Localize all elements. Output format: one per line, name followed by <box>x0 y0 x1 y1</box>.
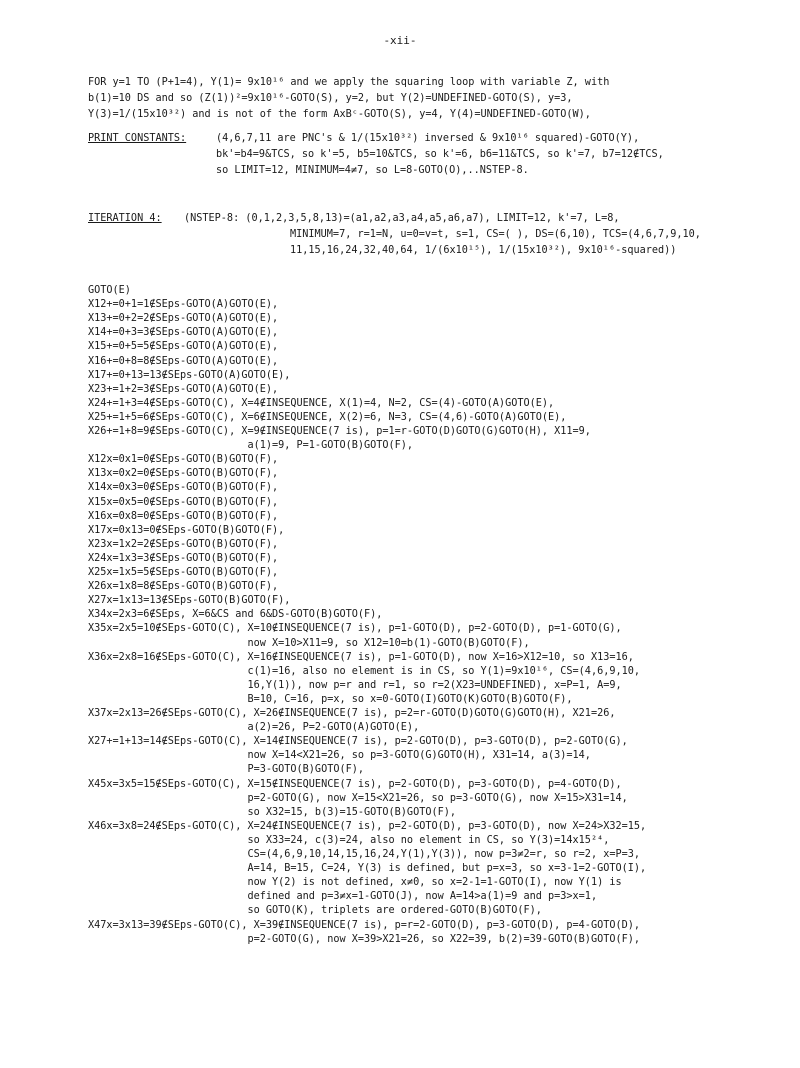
iteration-line-1: (NSTEP-8: (0,1,2,3,5,8,13)=(a1,a2,a3,a4,a5,a6,a7), LIMIT=12, k'=7, L=8, <box>184 213 620 224</box>
body-line: GOTO(E) <box>88 285 131 296</box>
body-line: a(2)=26, P=2-GOTO(A)GOTO(E), <box>88 722 420 733</box>
page-number: -xii- <box>383 34 417 47</box>
body-line: X12x=0x1=0∉SEps-GOTO(B)GOTO(F), <box>88 454 279 465</box>
body-line: X23x=1x2=2∉SEps-GOTO(B)GOTO(F), <box>88 539 279 550</box>
body-line: p=2-GOTO(G), now X=39>X21=26, so X22=39, b(2)=39-GOTO(B)GOTO(F), <box>88 934 641 945</box>
body-line: p=2-GOTO(G), now X=15<X21=26, so p=3-GOTO(G), now X=15>X31=14, <box>88 793 628 804</box>
body-line: X12+=0+1=1∉SEps-GOTO(A)GOTO(E), <box>88 299 279 310</box>
body-line: now Y(2) is not defined, x≠0, so x=2-1=1-GOTO(I), now Y(1) is <box>88 877 622 888</box>
body-line: X17x=0x13=0∉SEps-GOTO(B)GOTO(F), <box>88 525 285 536</box>
body-line: A=14, B=15, C=24, Y(3) is defined, but p=x=3, so x=3-1=2-GOTO(I), <box>88 863 647 874</box>
body-line: X15x=0x5=0∉SEps-GOTO(B)GOTO(F), <box>88 497 279 508</box>
body-line: X26x=1x8=8∉SEps-GOTO(B)GOTO(F), <box>88 581 279 592</box>
body-line: X46x=3x8=24∉SEps-GOTO(C), X=24∉INSEQUENCE(7 is), p=2-GOTO(D), p=3-GOTO(D), now X=24>X32=15, <box>88 821 647 832</box>
iteration-line-3: 11,15,16,24,32,40,64, 1/(6x10¹⁵), 1/(15x10³²), 9x10¹⁶-squared)) <box>290 245 677 256</box>
body-line: X36x=2x8=16∉SEps-GOTO(C), X=16∉INSEQUENCE(7 is), p=1-GOTO(D), now X=16>X12=10, so X13=16, <box>88 652 634 663</box>
body-line: X27+=1+13=14∉SEps-GOTO(C), X=14∉INSEQUENCE(7 is), p=2-GOTO(D), p=3-GOTO(D), p=2-GOTO(G), <box>88 736 628 747</box>
body-line: X25x=1x5=5∉SEps-GOTO(B)GOTO(F), <box>88 567 279 578</box>
iteration-label: ITERATION 4: <box>88 213 162 224</box>
body-line: a(1)=9, P=1-GOTO(B)GOTO(F), <box>88 440 414 451</box>
body-line: defined and p=3≠x=1-GOTO(J), now A=14>a(1)=9 and p=3>x=1, <box>88 891 598 902</box>
body-line: so X33=24, c(3)=24, also no element in CS, so Y(3)=14x15²⁴, <box>88 835 610 846</box>
body-line: X25+=1+5=6∉SEps-GOTO(C), X=6∉INSEQUENCE, X(2)=6, N=3, CS=(4,6)-GOTO(A)GOTO(E), <box>88 412 567 423</box>
body-line: X26+=1+8=9∉SEps-GOTO(C), X=9∉INSEQUENCE(7 is), p=1=r-GOTO(D)GOTO(G)GOTO(H), X11=9, <box>88 426 591 437</box>
print-constants-line-1: (4,6,7,11 are PNC's & 1/(15x10³²) inversed & 9x10¹⁶ squared)-GOTO(Y), <box>216 133 640 144</box>
body-line: X15+=0+5=5∉SEps-GOTO(A)GOTO(E), <box>88 341 279 352</box>
body-line: X24+=1+3=4∉SEps-GOTO(C), X=4∉INSEQUENCE, X(1)=4, N=2, CS=(4)-GOTO(A)GOTO(E), <box>88 398 555 409</box>
body-line: X37x=2x13=26∉SEps-GOTO(C), X=26∉INSEQUENCE(7 is), p=2=r-GOTO(D)GOTO(G)GOTO(H), X21=26, <box>88 708 616 719</box>
body-line: CS=(4,6,9,10,14,15,16,24,Y(1),Y(3)), now p=3≠2=r, so r=2, x=P=3, <box>88 849 641 860</box>
print-constants-line-2: bk'=b4=9&TCS, so k'=5, b5=10&TCS, so k'=6, b6=11&TCS, so k'=7, b7=12∉TCS, <box>216 149 664 160</box>
body-line: B=10, C=16, p=x, so x=0-GOTO(I)GOTO(K)GOTO(B)GOTO(F), <box>88 694 573 705</box>
para1-line-1: FOR y=1 TO (P+1=4), Y(1)= 9x10¹⁶ and we apply the squaring loop with variable Z, with <box>88 77 610 88</box>
print-constants-label: PRINT CONSTANTS: <box>88 133 187 144</box>
print-constants-line-3: so LIMIT=12, MINIMUM=4≠7, so L=8-GOTO(O),..NSTEP-8. <box>216 165 529 176</box>
body-line: 16,Y(1)), now p=r and r=1, so r=2(X23=UNDEFINED), x=P=1, A=9, <box>88 680 622 691</box>
body-line: X47x=3x13=39∉SEps-GOTO(C), X=39∉INSEQUENCE(7 is), p=r=2-GOTO(D), p=3-GOTO(D), p=4-GOTO(D), <box>88 920 641 931</box>
para1-line-2: b(1)=10 DS and so (Z(1))²=9x10¹⁶-GOTO(S), y=2, but Y(2)=UNDEFINED-GOTO(S), y=3, <box>88 93 573 104</box>
body-line: X45x=3x5=15∉SEps-GOTO(C), X=15∉INSEQUENCE(7 is), p=2-GOTO(D), p=3-GOTO(D), p=4-GOTO(D), <box>88 779 622 790</box>
body-line: X27x=1x13=13∉SEps-GOTO(B)GOTO(F), <box>88 595 291 606</box>
body-line: c(1)=16, also no element is in CS, so Y(1)=9x10¹⁶, CS=(4,6,9,10, <box>88 666 641 677</box>
body-line: X13+=0+2=2∉SEps-GOTO(A)GOTO(E), <box>88 313 279 324</box>
body-line: X23+=1+2=3∉SEps-GOTO(A)GOTO(E), <box>88 384 279 395</box>
body-line: X16x=0x8=0∉SEps-GOTO(B)GOTO(F), <box>88 511 279 522</box>
body-line: so X32=15, b(3)=15-GOTO(B)GOTO(F), <box>88 807 457 818</box>
body-line: X14x=0x3=0∉SEps-GOTO(B)GOTO(F), <box>88 482 279 493</box>
body-line: X24x=1x3=3∉SEps-GOTO(B)GOTO(F), <box>88 553 279 564</box>
body-line: X34x=2x3=6∉SEps, X=6&CS and 6&DS-GOTO(B)GOTO(F), <box>88 609 383 620</box>
body-line: X17+=0+13=13∉SEps-GOTO(A)GOTO(E), <box>88 370 291 381</box>
body-line: P=3-GOTO(B)GOTO(F), <box>88 764 365 775</box>
body-line: X16+=0+8=8∉SEps-GOTO(A)GOTO(E), <box>88 356 279 367</box>
body-line: X13x=0x2=0∉SEps-GOTO(B)GOTO(F), <box>88 468 279 479</box>
body-line: now X=14<X21=26, so p=3-GOTO(G)GOTO(H), X31=14, a(3)=14, <box>88 750 591 761</box>
iteration-line-2: MINIMUM=7, r=1=N, u=0=v=t, s=1, CS=( ), DS=(6,10), TCS=(4,6,7,9,10, <box>290 229 701 240</box>
body-line: so GOTO(K), triplets are ordered-GOTO(B)GOTO(F), <box>88 905 542 916</box>
body-line: now X=10>X11=9, so X12=10=b(1)-GOTO(B)GOTO(F), <box>88 638 530 649</box>
body-line: X35x=2x5=10∉SEps-GOTO(C), X=10∉INSEQUENCE(7 is), p=1-GOTO(D), p=2-GOTO(D), p=1-GOTO(G), <box>88 623 622 634</box>
body-line: X14+=0+3=3∉SEps-GOTO(A)GOTO(E), <box>88 327 279 338</box>
para1-line-3: Y(3)=1/(15x10³²) and is not of the form AxBᶜ-GOTO(S), y=4, Y(4)=UNDEFINED-GOTO(W), <box>88 109 591 120</box>
